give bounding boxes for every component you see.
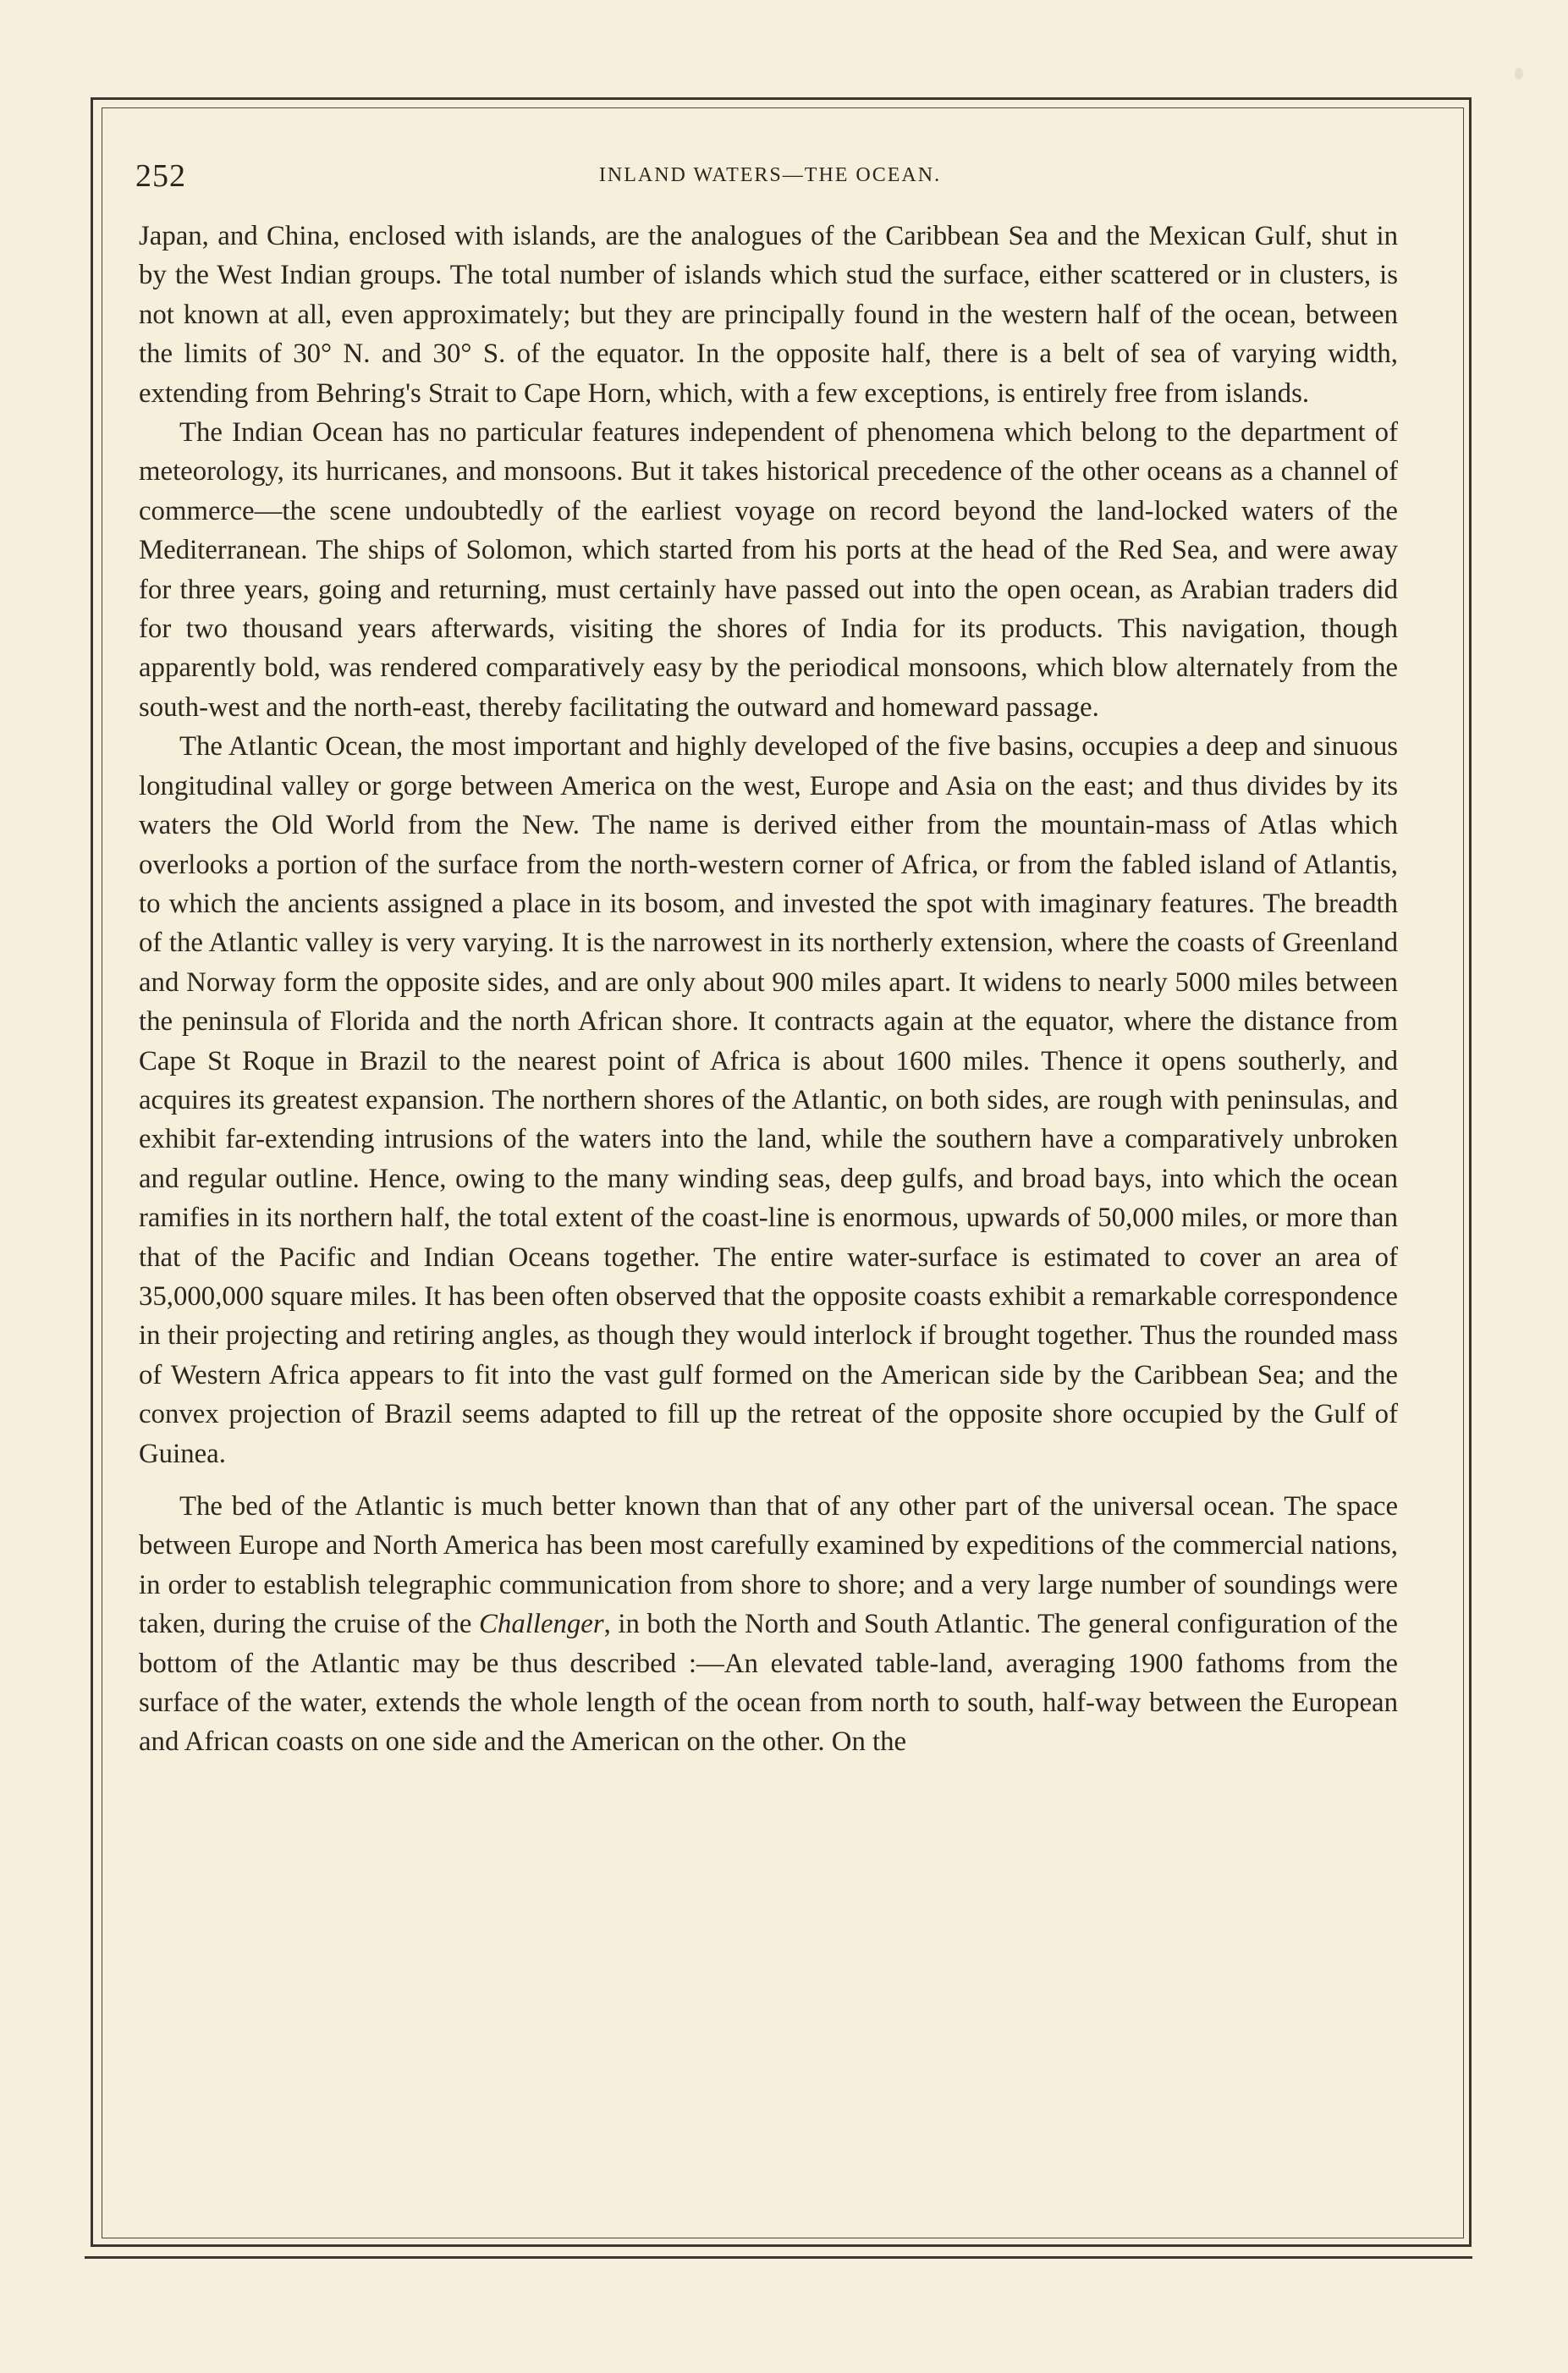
paragraph-text: Japan, and China, enclosed with islands, are the analogues of the Caribbean Sea and the Mexican Gulf, shut in by the West Indian groups. The total number of islands which stud the surface, either scattered or in clusters, is not known at all, even approximately; but they are principally found in the western half of the ocean, between the limits of 30° N. and 30° S. of the equator. In the opposite half, there is a belt of sea of varying width, extending from Behring's Strait to Cape Horn, which, with a few exceptions, is entirely free from islands. [139, 221, 1398, 409]
paragraph-indian-ocean [139, 413, 1398, 727]
paragraph-atlantic-bed [139, 1487, 1398, 1762]
paragraph-atlantic-ocean [139, 727, 1398, 1473]
paragraph-text: The Indian Ocean has no particular features independent of phenomena which belong to the department of meteorology, its hurricanes, and monsoons. But it takes historical precedence of the other oceans as a channel of commerce—the scene undoubtedly of the earliest voyage on record beyond the land-locked waters of the Mediterranean. The ships of Solomon, which started from his ports at the head of the Red Sea, and were away for three years, going and returning, must certainly have passed out into the open ocean, as Arabian traders did for two thousand years afterwards, visiting the shores of India for its products. This navigation, though apparently bold, was rendered comparatively easy by the periodical monsoons, which blow alternately from the south-west and the north-east, thereby facilitating the outward and homeward passage. [139, 417, 1398, 723]
ship-name-emphasis: Challenger [479, 1609, 604, 1640]
paper-mark [1515, 68, 1523, 80]
body-text [139, 217, 1398, 2231]
page-header [135, 157, 1405, 200]
bottom-rule [85, 2256, 1472, 2259]
paragraph-pacific-continued [139, 217, 1398, 413]
running-title: INLAND WATERS—THE OCEAN. [598, 164, 942, 186]
page-number: 252 [135, 158, 186, 194]
paragraph-text: The Atlantic Ocean, the most important and highly developed of the five basins, occupies a deep and sinuous longitudinal valley or gorge between America on the west, Europe and Asia on the east; and thus divides by its waters the Old World from the New. The name is derived either from the mountain-mass of Atlas which overlooks a portion of the surface from the north-western corner of Africa, or from the fabled island of Atlantis, to which the ancients assigned a place in its bosom, and invested the spot with imaginary features. The breadth of the Atlantic valley is very varying. It is the narrowest in its northerly extension, where the coasts of Greenland and Norway form the opposite sides, and are only about 900 miles apart. It widens to nearly 5000 miles between the peninsula of Florida and the north African shore. It contracts again at the equator, where the distance from Cape St Roque in Brazil to the nearest point of Africa is about 1600 miles. Thence it opens southerly, and acquires its greatest expansion. The northern shores of the Atlantic, on both sides, are rough with peninsulas, and exhibit far-extending intrusions of the waters into the land, while the southern have a comparatively unbroken and regular outline. Hence, owing to the many winding seas, deep gulfs, and broad bays, into which the ocean ramifies in its northern half, the total extent of the coast-line is enormous, upwards of 50,000 miles, or more than that of the Pacific and Indian Oceans together. The entire water-surface is estimated to cover an area of 35,000,000 square miles. It has been often observed that the opposite coasts exhibit a remarkable correspondence in their projecting and retiring angles, as though they would interlock if brought together. Thus the rounded mass of Western Africa appears to fit into the vast gulf formed on the American side by the Caribbean Sea; and the convex projection of Brazil seems adapted to fill up the retreat of the opposite shore occupied by the Gulf of Guinea. [139, 731, 1398, 1469]
paragraph-lead: The bed of the Atlantic is much better known than that of any other part of the universal ocean. The space between Europe and North America has been most carefully examined by expeditions of the commercial nations, in order to establish telegraphic communication from shore to shore; and a very large number of soundings were taken, during the cruise of the [139, 1491, 1398, 1640]
paragraph-text: , in both the North and South Atlantic. The general configuration of the bottom of the Atlantic may be thus described :—An elevated table-land, averaging 1900 fathoms from the surface of the water, extends the whole length of the ocean from north to south, half-way between the European and African coasts on one side and the American on the other. On the [139, 1609, 1398, 1758]
